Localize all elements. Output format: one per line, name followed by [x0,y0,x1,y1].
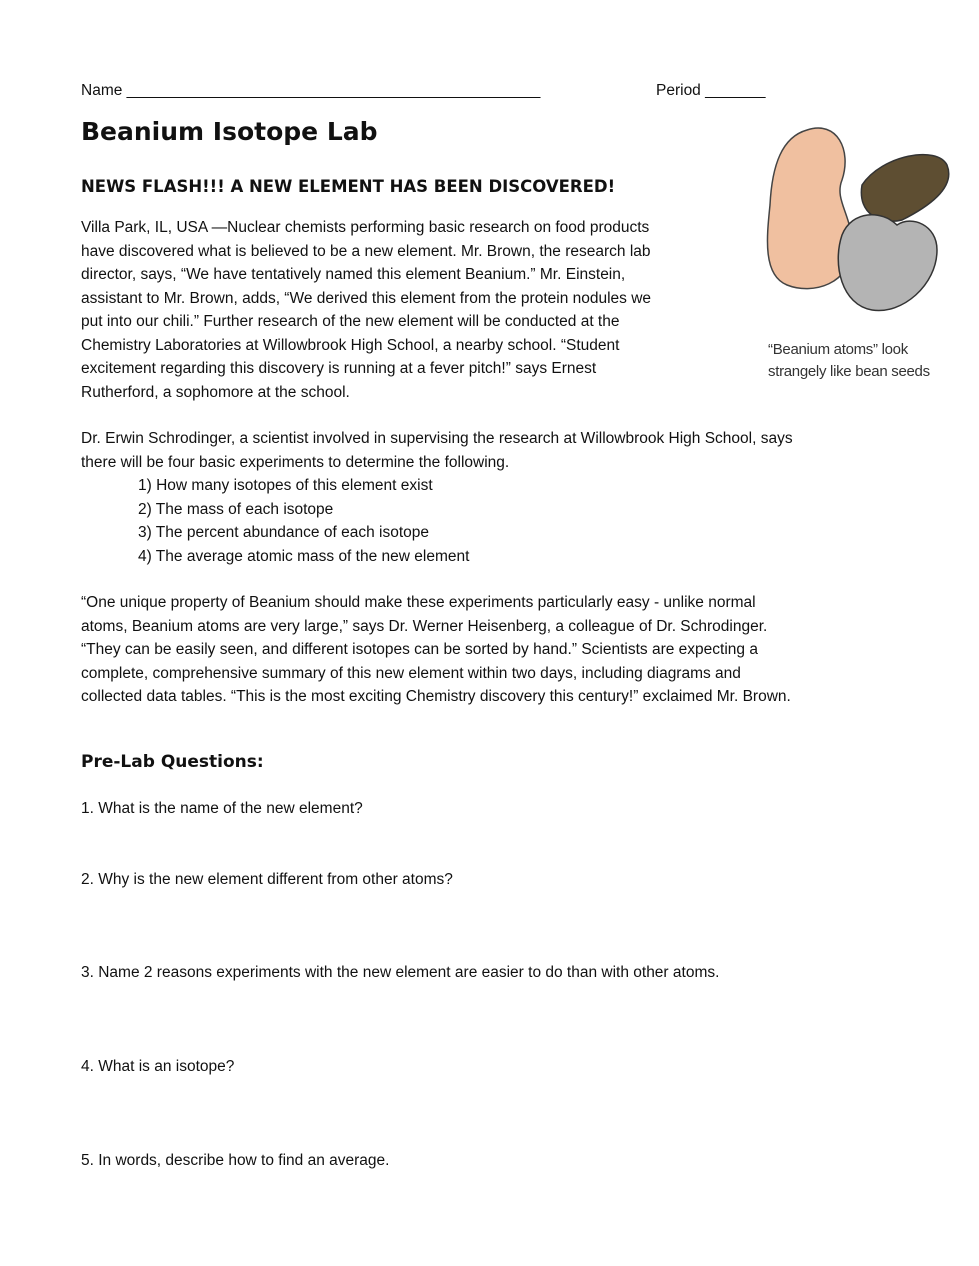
text-line: complete, comprehensive summary of this new element within two days, including diagrams and [81,664,741,682]
text-line: Dr. Erwin Schrodinger, a scientist involved in supervising the research at Willowbrook High School, says [81,430,793,447]
question-3: 3. Name 2 reasons experiments with the new element are easier to do than with other atoms. [81,964,720,981]
experiment-item: 2) The mass of each isotope [138,500,334,518]
name-field: Name ________________________________________________ [81,82,541,99]
text-line: excitement regarding this discovery is running at a fever pitch!” says Ernest [81,360,597,377]
question-2: 2. Why is the new element different from other atoms? [81,871,453,888]
text-line: “One unique property of Beanium should make these experiments particularly easy - unlike normal [81,594,756,611]
text-line: atoms, Beanium atoms are very large,” says Dr. Werner Heisenberg, a colleague of Dr. Schrodinger. [81,617,768,635]
bean-seeds-image [762,125,952,380]
news-heading: NEWS FLASH!!! A NEW ELEMENT HAS BEEN DISCOVERED! [81,177,616,196]
paragraph-intro [81,216,651,404]
caption-line: “Beanium atoms” look [768,341,908,358]
paragraph-experiments [81,427,793,568]
page-title: Beanium Isotope Lab [81,117,378,146]
prelab-heading: Pre-Lab Questions: [81,752,264,772]
paragraph-quote [81,591,791,709]
question-1: 1. What is the name of the new element? [81,800,363,817]
experiment-item: 4) The average atomic mass of the new element [138,547,470,565]
caption-line: strangely like bean seeds [768,363,930,380]
image-caption [768,339,930,383]
experiment-item: 1) How many isotopes of this element exist [138,477,433,494]
text-line: collected data tables. “This is the most exciting Chemistry discovery this century!” exclaimed Mr. Brown. [81,688,791,705]
question-4: 4. What is an isotope? [81,1058,235,1075]
experiment-item: 3) The percent abundance of each isotope [138,524,429,541]
question-5: 5. In words, describe how to find an average. [81,1152,390,1169]
text-line: director, says, “We have tentatively named this element Beanium.” Mr. Einstein, [81,266,626,283]
text-line: put into our chili.” Further research of the new element will be conducted at the [81,313,620,330]
text-line: there will be four basic experiments to determine the following. [81,453,510,471]
text-line: Rutherford, a sophomore at the school. [81,383,350,401]
bean-seeds-illustration [762,125,952,325]
period-field: Period _______ [656,82,766,99]
text-line: “They can be easily seen, and different isotopes can be sorted by hand.” Scientists are expecting a [81,641,758,658]
text-line: Villa Park, IL, USA —Nuclear chemists performing basic research on food products [81,219,650,236]
text-line: assistant to Mr. Brown, adds, “We derived this element from the protein nodules we [81,289,652,307]
text-line: have discovered what is believed to be a new element. Mr. Brown, the research lab [81,242,651,260]
text-line: Chemistry Laboratories at Willowbrook High School, a nearby school. “Student [81,336,620,354]
